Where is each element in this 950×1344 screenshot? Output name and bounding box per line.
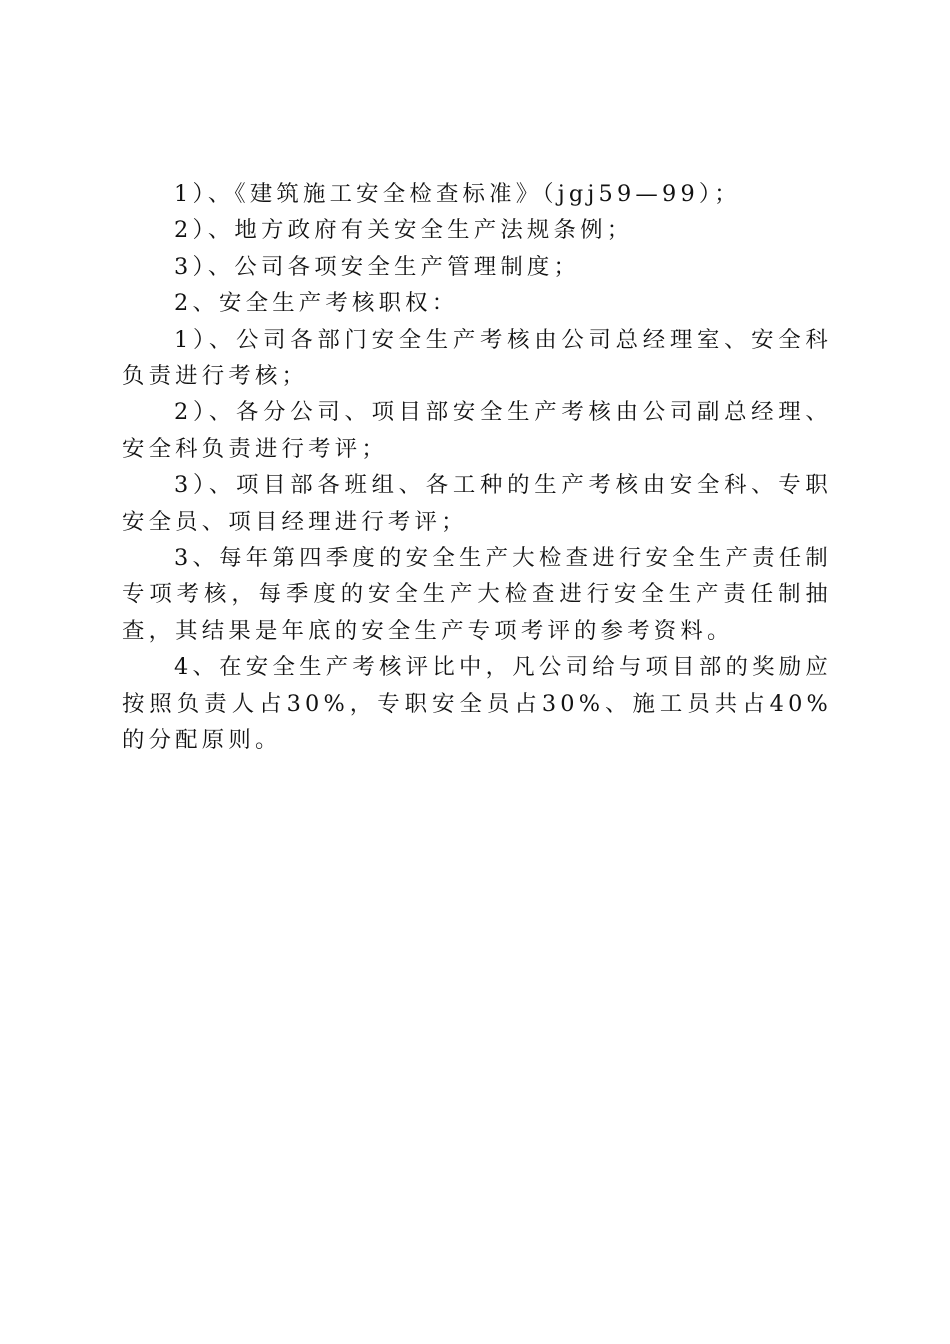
paragraph-authority-3: 3）、项目部各班组、各工种的生产考核由安全科、专职安全员、项目经理进行考评； [122, 472, 832, 535]
paragraph-basis-1: 1）、《建筑施工安全检查标准》（jgj59—99）； [174, 181, 741, 207]
paragraph-section-2-heading: 2、安全生产考核职权： [174, 290, 459, 317]
paragraph-section-3: 3、每年第四季度的安全生产大检查进行安全生产责任制专项考核，每季度的安全生产大检查进行安全生产责任制抽查，其结果是年底的安全生产专项考评的参考资料。 [122, 545, 832, 644]
document-body [122, 176, 832, 759]
paragraph-section-4: 4、在安全生产考核评比中，凡公司给与项目部的奖励应按照负责人占30%，专职安全员占30%、施工员共占40%的分配原则。 [122, 654, 832, 754]
paragraph-authority-2: 2）、各分公司、项目部安全生产考核由公司副总经理、安全科负责进行考评； [122, 399, 832, 462]
paragraph-authority-1: 1）、公司各部门安全生产考核由公司总经理室、安全科负责进行考核； [122, 326, 832, 390]
paragraph-basis-2: 2）、地方政府有关安全生产法规条例； [174, 217, 634, 244]
paragraph-basis-3: 3）、公司各项安全生产管理制度； [174, 253, 581, 280]
